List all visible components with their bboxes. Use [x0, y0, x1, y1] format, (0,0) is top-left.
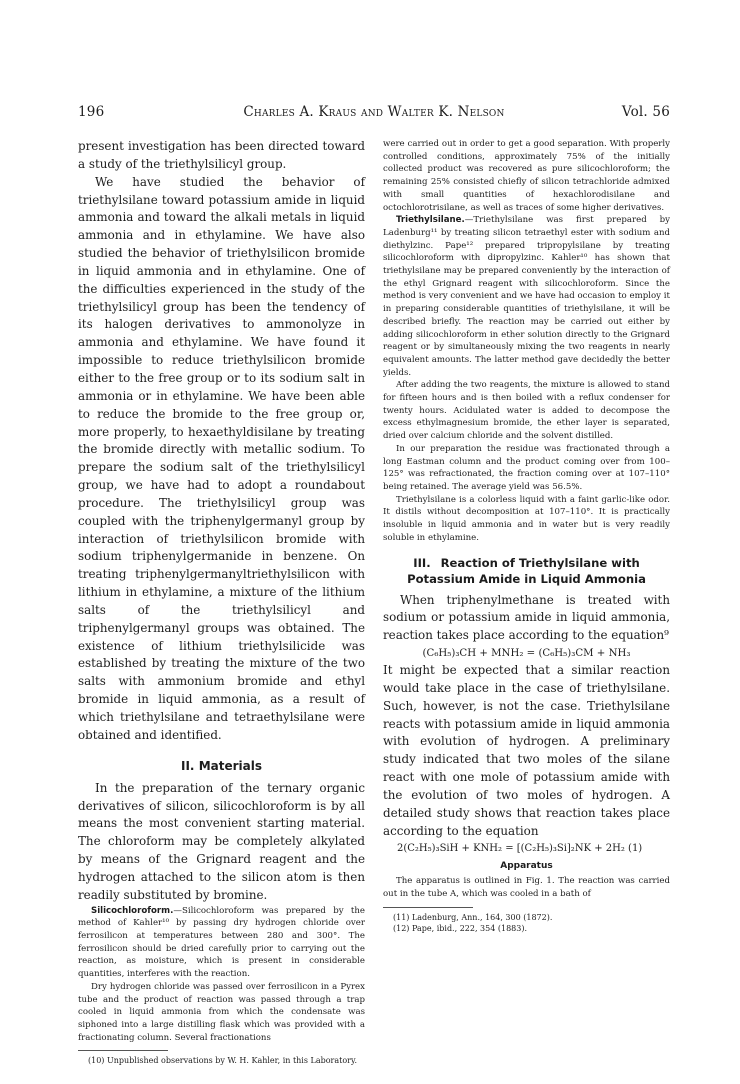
paragraph: It might be expected that a similar reaction would take place in the case of triethylsilane. Such, however, is not the case. Triethylsilane reacts with potassium amide in liquid ammonia with evolution of hydrogen. A preliminary study indicated that two moles of the silane react with one mole of potassium amide with the evolution of two moles of hydrogen. A detailed study shows that reaction takes place according to the equation — [383, 663, 670, 838]
paragraph: After adding the two reagents, the mixture is allowed to stand for fifteen hours and is then boiled with a reflux condenser for twenty hours. Acidulated water is added to decompose the excess ethylmagnesium bromide, the ether layer is separated, dried over calcium chloride and the solvent distilled. — [383, 380, 670, 442]
section-number: III. — [413, 555, 431, 570]
section-title: Reaction of Triethylsilane with Potassium Amide in Liquid Ammonia — [407, 555, 646, 586]
run-in-heading: Silicochloroform. — [91, 905, 174, 916]
paragraph — [383, 214, 670, 379]
page-number: 196 — [78, 104, 105, 120]
subheading: Apparatus — [500, 861, 553, 872]
footnote-rule — [78, 1050, 168, 1051]
running-title: Charles A. Kraus and Walter K. Nelson — [243, 104, 505, 120]
equation: (C₆H₅)₃CH + MNH₂ = (C₆H₅)₃CM + NH₃ — [422, 648, 631, 660]
paragraph: Dry hydrogen chloride was passed over ferrosilicon in a Pyrex tube and the product of reaction was passed through a trap cooled in liquid ammonia from which the condensate was siphoned into a large distilling flask which was provided with a fractionating column. Several fractionations — [78, 981, 365, 1043]
paragraph: The apparatus is outlined in Fig. 1. The reaction was carried out in the tube A, which was cooled in a bath of — [383, 876, 670, 900]
section-number: II. — [181, 758, 195, 773]
paragraph-text: —Silicochloroform was prepared by the method of Kahler¹⁰ by passing dry hydrogen chloride over ferrosilicon at temperatures between 280 and 300°. The ferrosilicon should be dried carefully prior to carrying out the reaction, as moisture, which is present in considerable quantities, interferes with the reaction. — [78, 905, 365, 980]
paragraph: In the preparation of the ternary organic derivatives of silicon, silicochloroform is by all means the most convenient starting material. The chloroform may be completely alkylated by means of the Grignard reagent and the hydrogen attached to the silicon atom is then readily substituted by bromine. — [78, 780, 365, 902]
footnote: (11) Ladenburg, Ann., 164, 300 (1872). — [393, 912, 553, 922]
paragraph-text: —Triethylsilane was first prepared by Ladenburg¹¹ by treating silicon tetraethyl ester with sodium and diethylzinc. Pape¹² prepared tripropylsilane by treating silicochloroform with dipropylzinc. Kahler¹⁰ has shown that triethylsilane may be prepared conveniently by the interaction of the ethyl Grignard reagent with silicochloroform. Since the method is very convenient and we have had occasion to employ it in preparing considerable quantities of triethylsilane, it will be described briefly. The reaction may be carried out either by adding silicochloroform in ether solution directly to the Grignard reagent or by simultaneously mixing the two reagents in nearly equivalent amounts. The latter method gave decidedly the better yields. — [383, 215, 670, 378]
run-in-heading: Triethylsilane. — [396, 215, 465, 226]
left-column — [78, 138, 365, 1067]
paragraph: When triphenylmethane is treated with sodium or potassium amide in liquid ammonia, reaction takes place according to the equation⁹ — [383, 592, 670, 643]
section-heading — [78, 757, 365, 775]
section-title: Materials — [198, 758, 262, 773]
running-head — [78, 104, 670, 126]
equation: 2(C₂H₅)₃SiH + KNH₂ = [(C₂H₅)₃Si]₂NK + 2H₂ (1) — [397, 843, 643, 855]
footnote: (12) Pape, ibid., 222, 354 (1883). — [393, 924, 527, 934]
paragraph: Triethylsilane is a colorless liquid with a faint garlic-like odor. It distils without decomposition at 107–110°. It is practically insoluble in liquid ammonia and in water but is very readily soluble in ethylamine. — [383, 494, 670, 543]
right-column — [383, 138, 670, 935]
section-heading — [383, 555, 670, 587]
volume-label: Vol. 56 — [621, 104, 670, 120]
paragraph: present investigation has been directed toward a study of the triethylsilicyl group. — [78, 139, 365, 171]
paragraph: We have studied the behavior of triethylsilane toward potassium amide in liquid ammonia and toward the alkali metals in liquid ammonia and in ethylamine. We have also studied the behavior of triethylsilicon bromide in liquid ammonia and in ethylamine. One of the difficulties experienced in the study of the triethylsilicyl group has been the tendency of its halogen derivatives to ammonolyze in ammonia and ethylamine. We have found it impossible to reduce triethylsilicon bromide either to the free group or to its sodium salt in ammonia or in ethylamine. We have been able to reduce the bromide to the free group or, more properly, to hexaethyldisilane by treating the bromide directly with metallic sodium. To prepare the sodium salt of the triethylsilicyl group, we have had to adopt a roundabout procedure. The triethylsilicyl group was coupled with the triphenylgermanyl group by interaction of triethylsilicon bromide with sodium triphenylgermanide in benzene. On treating triphenylgermanyltriethylsilicon with lithium in ethylamine, a mixture of the lithium salts of the triethylsilicyl and triphenylgermanyl groups was obtained. The existence of lithium triethylsilicide was established by treating the mixture of the two salts with ammonium bromide and ethyl bromide in liquid ammonia, as a result of which triethylsilane and tetraethylsilane were obtained and identified. — [78, 174, 365, 742]
paragraph: In our preparation the residue was fractionated through a long Eastman column and the product coming over from 100–125° was refractionated, the fraction coming over at 107–110° being retained. The average yield was 56.5%. — [383, 443, 670, 492]
footnote: (10) Unpublished observations by W. H. Kahler, in this Laboratory. — [88, 1056, 357, 1066]
paragraph — [78, 905, 365, 981]
paragraph: were carried out in order to get a good separation. With properly controlled conditions, approximately 75% of the initially collected product was recovered as pure silicochloroform; the remaining 25% consisted chiefly of silicon tetrachloride admixed with small quantities of hexachlorodisilane and octochlorotrisilane, as well as traces of some higher derivatives. — [383, 139, 670, 213]
footnote-rule — [383, 907, 473, 908]
